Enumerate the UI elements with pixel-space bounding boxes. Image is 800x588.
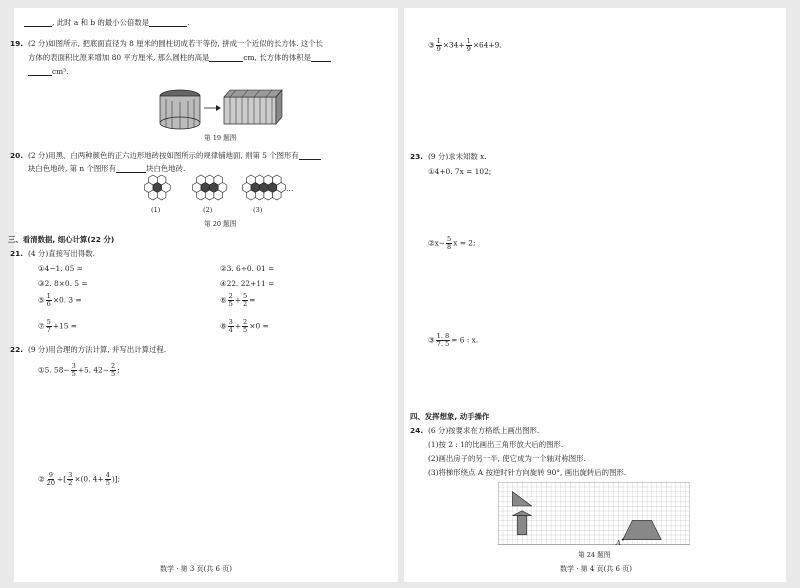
figure-caption: 第 24 题图 (578, 551, 611, 559)
section-heading: 四、发挥想象, 动手操作 (410, 412, 490, 421)
question-number: 22. (10, 345, 24, 354)
q21-item-3: ③2. 8×0. 5 = (38, 279, 88, 288)
grid-paper-figure (498, 482, 690, 546)
q23-eq-3: ③ $\frac{1. 8}{7. 5}$ = 6 : x. (428, 332, 479, 348)
q24-part-1: (1)按 2 : 1的比画出三角形放大后的图形. (428, 440, 564, 449)
q24-text: (6 分)按要求在方格纸上画出图形. (428, 426, 540, 435)
q19-line2: 方体的表面积比原来增加 80 平方厘米, 那么圆柱的高是 cm, 长方体的体积是 (28, 53, 331, 62)
page-footer: 数学 · 第 3 页(共 6 页) (160, 565, 232, 573)
q20-line2: 块白色地砖, 第 n 个图形有 块白色地砖. (28, 164, 186, 173)
figure-label-2: (2) (203, 206, 213, 214)
q22-expr-1: ①5. 58− $\frac{3}{5}$ +5. 42− $\frac{2}{5}$ ; (38, 362, 120, 378)
q22-text: (9 分)用合理的方法计算, 并写出计算过程. (28, 345, 167, 354)
page-footer: 数学 · 第 4 页(共 6 页) (560, 565, 632, 573)
figure-caption: 第 20 题图 (204, 220, 237, 228)
question-number: 23. (410, 152, 424, 161)
answer-blank[interactable] (311, 53, 331, 62)
answer-blank[interactable] (299, 151, 321, 160)
answer-blank[interactable] (28, 67, 52, 76)
point-a-marker (622, 539, 624, 541)
q21-item-8: ⑧ $\frac{3}{4}$ + $\frac{2}{5}$ ×0 = (220, 318, 269, 334)
answer-blank[interactable] (24, 18, 52, 27)
answer-blank[interactable] (209, 53, 243, 62)
q21-item-2: ②3. 6÷0. 01 = (220, 264, 275, 273)
section-heading: 三、看清数据, 细心计算(22 分) (8, 235, 115, 244)
q19-line1: (2 分)如图所示, 把底面直径为 8 厘米的圆柱切成若干等份, 拼成一个近似的长方体. 这个长 (28, 39, 323, 48)
figure-caption: 第 19 题图 (204, 134, 237, 142)
q20-line1: (2 分)用黑、白两种颜色的正六边形地砖按如图所示的规律铺地面, 则第 5 个图形有 (28, 151, 321, 160)
ellipsis: … (286, 184, 294, 193)
figure-label-3: (3) (253, 206, 263, 214)
point-a-label: A (616, 539, 621, 547)
figure-label-1: (1) (151, 206, 161, 214)
q24-part-3: (3)将梯形绕点 A 按逆时针方向旋转 90°, 画出旋转后的图形. (428, 468, 627, 477)
question-number: 19. (10, 39, 24, 48)
q23-eq-2: ②x− $\frac{5}{8}$ x = 2; (428, 235, 476, 251)
q21-item-7: ⑦ $\frac{5}{7}$ +15 = (38, 318, 77, 334)
q21-text: (4 分)直接写出得数. (28, 249, 95, 258)
q22-expr-2: ② $\frac{9}{20}$ ÷[ $\frac{3}{2}$ ×(0. 4+ $\frac{4}{5}$ )]; (38, 471, 121, 487)
question-number: 21. (10, 249, 24, 258)
q24-part-2: (2)画出房子的另一半, 使它成为一个轴对称图形. (428, 454, 586, 463)
q23-text: (9 分)求未知数 x. (428, 152, 487, 161)
q22-expr-3: ③ $\frac{1}{9}$ ×34+ $\frac{1}{9}$ ×64+9. (428, 37, 502, 53)
question-number: 24. (410, 426, 424, 435)
left-page (8, 8, 398, 582)
right-page (404, 8, 786, 582)
q23-eq-1: ①4+0. 7x = 102; (428, 167, 492, 176)
q19-line3: cm³. (28, 67, 68, 76)
answer-blank[interactable] (116, 164, 146, 173)
answer-blank[interactable] (149, 18, 187, 27)
cylinder-figure (158, 86, 288, 130)
q21-item-6: ⑥ $\frac{2}{5}$ + $\frac{5}{2}$ = (220, 292, 256, 308)
q21-item-4: ④22. 22+11 = (220, 279, 275, 288)
question-number: 20. (10, 151, 24, 160)
q21-item-1: ①4−1. 05 = (38, 264, 83, 273)
half-house-body (517, 516, 527, 535)
q18-tail: , 此时 a 和 b 的最小公倍数是 . (24, 18, 190, 27)
q21-item-5: ⑤ $\frac{1}{6}$ ×0. 3 = (38, 292, 82, 308)
